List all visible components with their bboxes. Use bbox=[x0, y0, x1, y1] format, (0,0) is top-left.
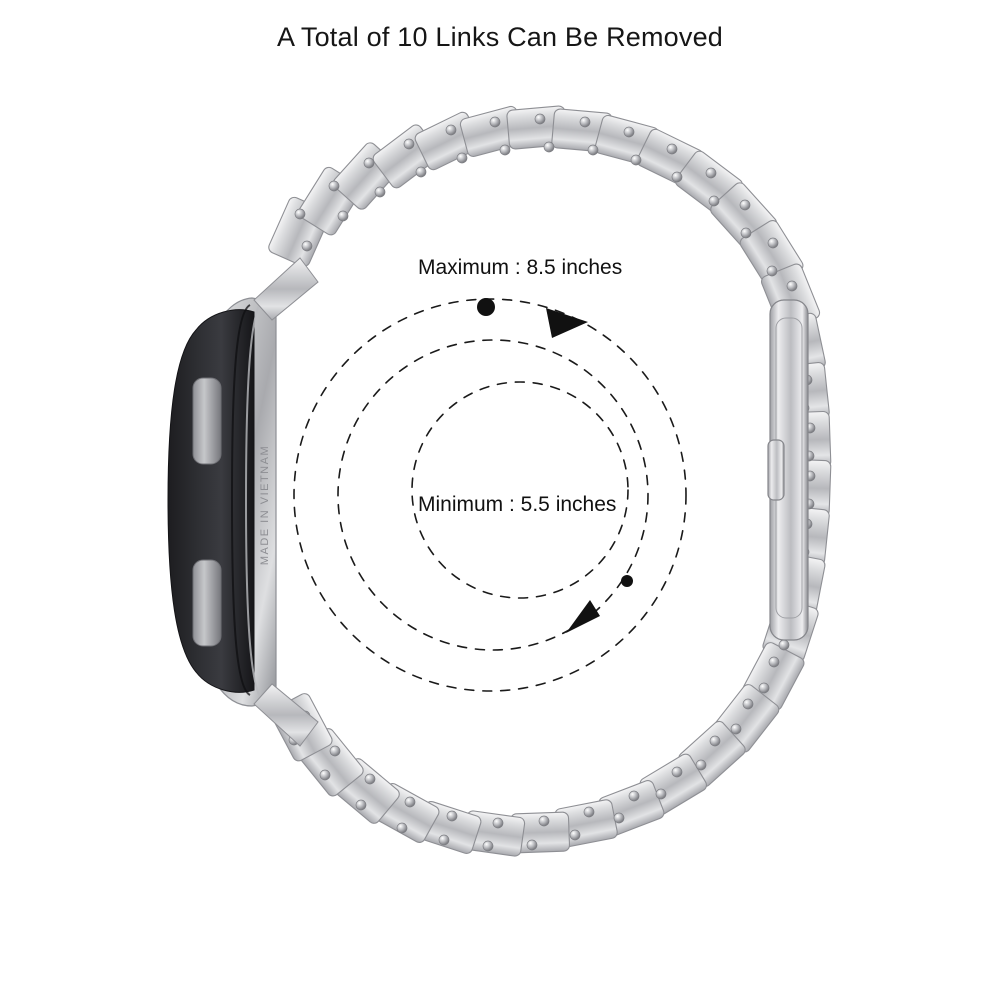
minimum-size-label: Minimum : 5.5 inches bbox=[418, 493, 617, 516]
page-title: A Total of 10 Links Can Be Removed bbox=[276, 22, 724, 52]
svg-text:MADE IN VIETNAM: MADE IN VIETNAM bbox=[259, 444, 271, 566]
maximum-size-label: Maximum : 8.5 inches bbox=[418, 256, 623, 279]
watch-case bbox=[168, 258, 318, 746]
min-marker-dot bbox=[621, 575, 633, 587]
min-circle bbox=[412, 382, 628, 598]
folding-clasp bbox=[768, 300, 808, 640]
max-marker-dot bbox=[477, 298, 495, 316]
